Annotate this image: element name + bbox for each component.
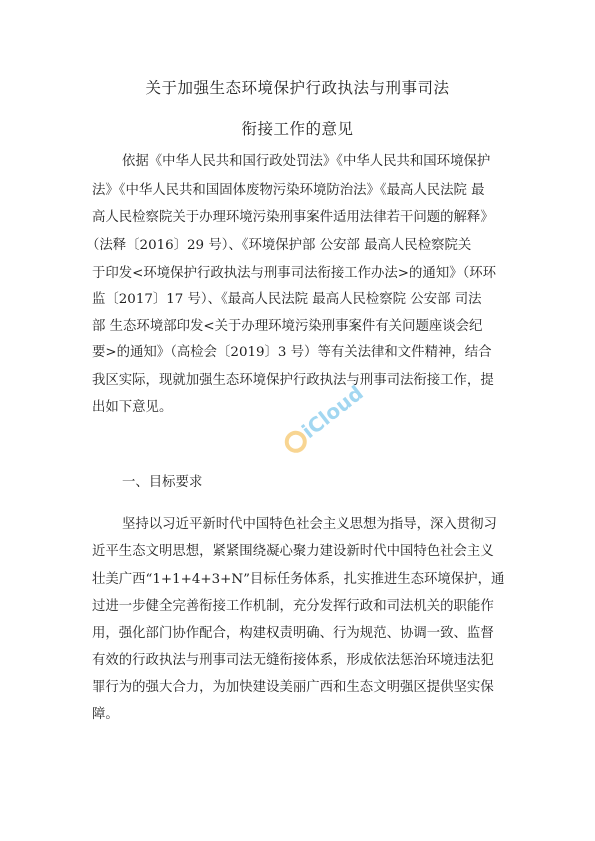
intro-line: 我区实际，现就加强生态环境保护行政执法与刑事司法衔接工作，提 xyxy=(92,373,494,388)
watermark-circle-icon xyxy=(283,429,308,454)
section-line: 罪行为的强大合力，为加快建设美丽广西和生态文明强区提供坚实保 xyxy=(92,680,494,695)
intro-line: 要>的通知》（高检会〔2019〕3 号）等有关法律和文件精神，结合 xyxy=(92,345,492,360)
intro-line: 部 生态环境部印发<关于办理环境污染刑事案件有关问题座谈会纪 xyxy=(92,319,483,334)
section-heading: 一、目标要求 xyxy=(122,475,203,490)
document-title-line-2: 衔接工作的意见 xyxy=(241,120,354,138)
intro-line: 高人民检察院关于办理环境污染刑事案件适用法律若干问题的解释》 xyxy=(92,210,494,225)
section-line: 过进一步健全完善衔接工作机制，充分发挥行政和司法机关的职能作 xyxy=(92,599,494,614)
intro-line: 法》《中华人民共和国固体废物污染环境防治法》《最高人民法院 最 xyxy=(92,183,485,198)
section-line: 壮美广西“1+1+4+3+N”目标任务体系，扎实推进生态环境保护，通 xyxy=(92,572,505,587)
intro-line: 监〔2017〕17 号）、《最高人民法院 最高人民检察院 公安部 司法 xyxy=(92,292,482,307)
document-title-line-1: 关于加强生态环境保护行政执法与刑事司法 xyxy=(145,79,450,97)
section-line: 用，强化部门协作配合，构建权责明确、行为规范、协调一致、监督 xyxy=(92,626,494,641)
intro-line: 依据《中华人民共和国行政处罚法》《中华人民共和国环境保护 xyxy=(122,154,491,169)
section-line: 坚持以习近平新时代中国特色社会主义思想为指导，深入贯彻习 xyxy=(122,517,497,532)
section-line: 近平生态文明思想，紧紧围绕凝心聚力建设新时代中国特色社会主义 xyxy=(92,544,494,559)
section-line: 有效的行政执法与刑事司法无缝衔接体系，形成依法惩治环境违法犯 xyxy=(92,653,494,668)
section-line: 障。 xyxy=(92,707,119,722)
intro-line: 于印发<环境保护行政执法与刑事司法衔接工作办法>的通知》（环环 xyxy=(92,266,497,281)
watermark-text: iCloud xyxy=(297,380,368,444)
intro-line: （法释〔2016〕29 号）、《环境保护部 公安部 最高人民检察院关 xyxy=(86,238,472,253)
intro-line: 出如下意见。 xyxy=(92,400,173,415)
